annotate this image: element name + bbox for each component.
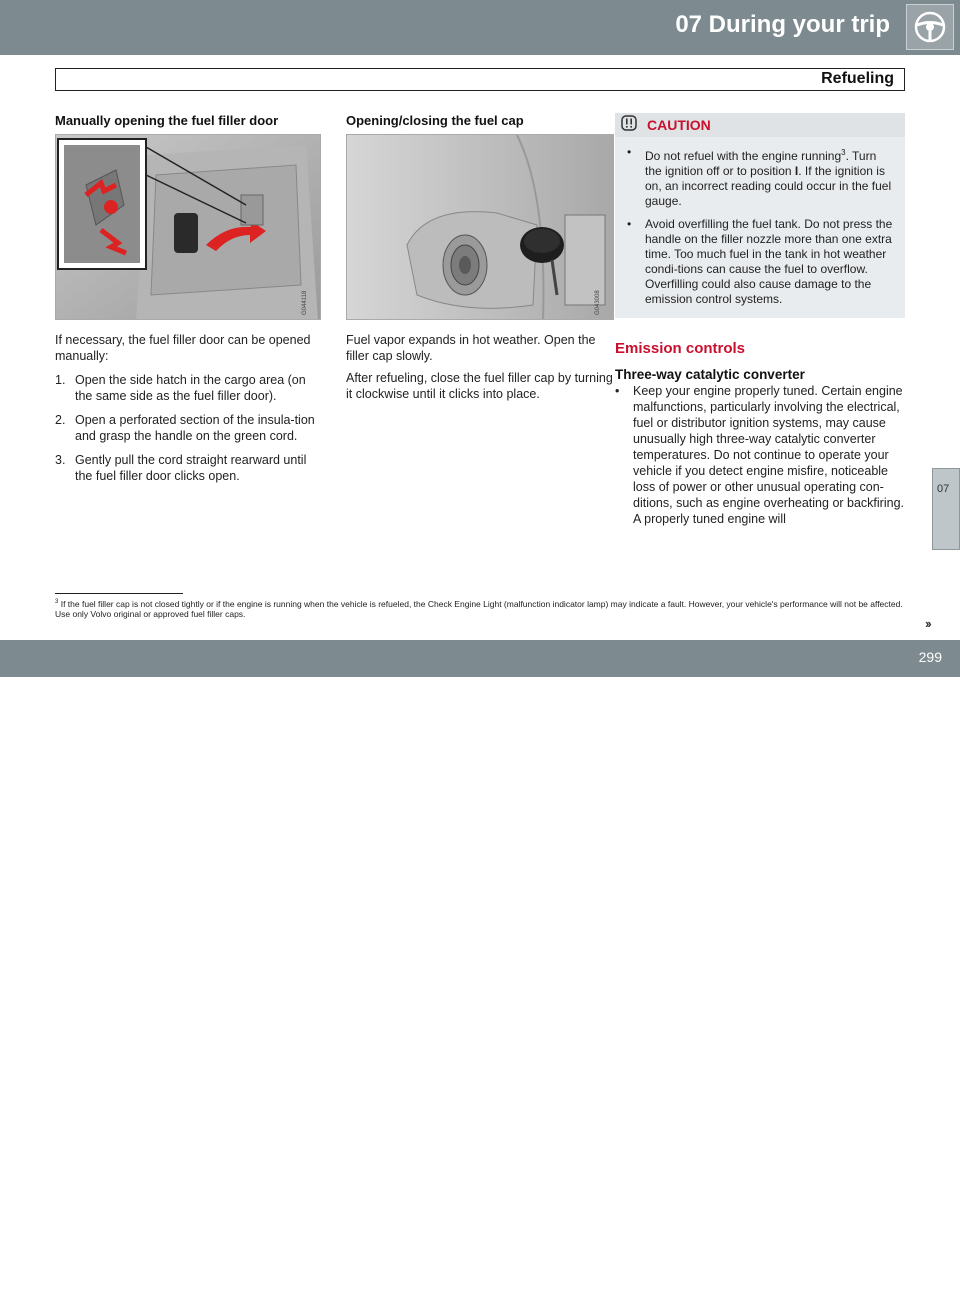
steering-wheel-icon (906, 4, 954, 50)
image-code: G044118 (302, 290, 308, 315)
warning-icon (621, 115, 637, 136)
image-code: G043008 (595, 290, 601, 315)
emission-controls-heading: Emission controls (615, 340, 746, 357)
fuel-cap-paragraph-2: After refueling, close the fuel filler cap by turning it clockwise until it clicks into place. (346, 371, 613, 401)
list-item: 1. Open the side hatch in the cargo area (on the same side as the fuel filler door). (55, 373, 306, 403)
next-page-arrows-icon[interactable]: ›› (925, 616, 930, 631)
manual-opening-steps (55, 372, 323, 484)
caution-box (615, 113, 905, 318)
caution-title: CAUTION (647, 117, 711, 133)
list-item: 2. Open a perforated section of the insula-tion and grasp the handle on the green cord. (55, 413, 315, 443)
fuel-cap-illustration (346, 134, 614, 320)
caution-header (615, 113, 905, 137)
chapter-title: 07 During your trip (675, 11, 890, 38)
side-tab-label: 07 (937, 483, 950, 495)
footer-bar (0, 640, 960, 1310)
heading-fuel-cap: Opening/closing the fuel cap (346, 113, 524, 128)
caution-list (615, 137, 905, 307)
catalytic-converter-bullet: • Keep your engine properly tuned. Certain engine malfunctions, particularly involving the electrical, fuel or distributor ignition systems, may cause unusually high three-way catalytic converter temperatures. Do not continue to operate your vehicle if you detect engine misfire, noticeable loss of power or other unusual operating con-ditions, such as engine overheating or backfiring. A properly tuned engine will (615, 384, 904, 526)
list-item: • Do not refuel with the engine running$^3$. Turn the ignition off or to position I. If the ignition is on, an incorrect reading could occur in the fuel gauge. (627, 145, 892, 208)
list-item: 3. Gently pull the cord straight rearward until the fuel filler door clicks open. (55, 453, 307, 483)
fuel-cap-paragraph-1: Fuel vapor expands in hot weather. Open the filler cap slowly. (346, 333, 596, 363)
page-number: 299 (918, 649, 942, 665)
footnote: $^3$ If the fuel filler cap is not closed tightly or if the engine is running when the vehicle is refueled, the Check Engine Light (malfunction indicator lamp) may indicate a fault. However, your vehicle's performance will not be affected. Use only Volvo original or approved fuel filler caps. (55, 598, 903, 619)
heading-manual-opening: Manually opening the fuel filler door (55, 113, 279, 128)
fuel-door-release-illustration (55, 134, 321, 320)
chapter-header (0, 0, 960, 55)
list-item: • Avoid overfilling the fuel tank. Do not press the handle on the filler nozzle more than one extra time. Too much fuel in the tank in hot weather condi-tions can cause the fuel to overflow. Overfilling could also cause damage to the emission control systems. (627, 217, 893, 306)
section-title: Refueling (821, 70, 894, 87)
watermark: carmanualsonline.info (520, 1288, 736, 1310)
column-manual-opening (55, 113, 323, 484)
section-title-bar (55, 68, 905, 91)
footnote-divider (55, 593, 183, 594)
column-fuel-cap (346, 113, 616, 402)
chapter-side-tab (932, 468, 960, 550)
manual-opening-intro: If necessary, the fuel filler door can be opened manually: (55, 333, 311, 363)
catalytic-converter-heading: Three-way catalytic converter (615, 367, 805, 382)
